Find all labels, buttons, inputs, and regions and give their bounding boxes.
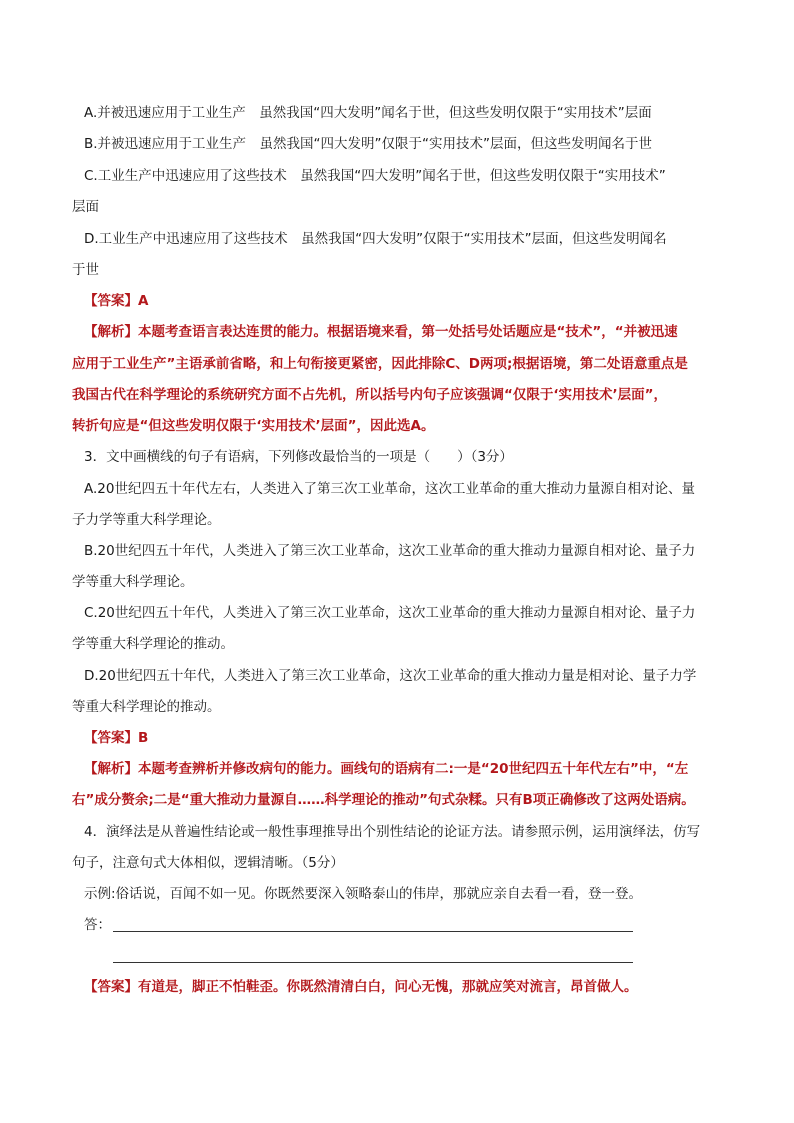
q3-stem: 3．文中画横线的句子有语病，下列修改最恰当的一项是（ ）（3分） (84, 449, 513, 465)
q4-answer (84, 977, 638, 997)
q3-option-c-line1: C.20世纪四五十年代，人类进入了第三次工业革命，这次工业革命的重大推动力量源自相对论、量子力 (84, 605, 696, 621)
q2-analysis-line1 (84, 322, 678, 342)
q3-option-c-line2: 学等重大科学理论的推动。 (72, 636, 234, 652)
q3-analysis-line2: 右”成分赘余;二是“重大推动力量源自……科学理论的推动”句式杂糅。只有B项正确修改了这两处语病。 (72, 792, 695, 808)
q2-option-b: B.并被迅速应用于工业生产 虽然我国“四大发明”仅限于“实用技术”层面，但这些发明闻名于世 (84, 136, 653, 152)
q4-stem-line1: 4．演绎法是从普遍性结论或一般性事理推导出个别性结论的论证方法。请参照示例，运用演绎法，仿写 (84, 824, 701, 840)
q2-option-d-line1: D.工业生产中迅速应用了这些技术 虽然我国“四大发明”仅限于“实用技术”层面，但这些发明闻名 (84, 231, 667, 247)
answer-text: 有道是，脚正不怕鞋歪。你既然清清白白，问心无愧，那就应笑对流言，昂首做人。 (138, 979, 638, 995)
q4-answer-prompt: 答： (84, 917, 111, 933)
q3-option-a-line2: 子力学等重大科学理论。 (72, 512, 221, 528)
q4-stem-line2: 句子，注意句式大体相似，逻辑清晰。（5分） (72, 855, 344, 871)
answer-value: A (138, 293, 149, 309)
q3-option-a-line1: A.20世纪四五十年代左右，人类进入了第三次工业革命，这次工业革命的重大推动力量源自相对论、量 (84, 481, 695, 497)
q2-analysis-line2: 应用于工业生产”主语承前省略，和上句衔接更紧密，因此排除C、D两项;根据语境，第二处语意重点是 (72, 356, 688, 372)
q4-example: 示例:俗话说，百闻不如一见。你既然要深入领略泰山的伟岸，那就应亲自去看一看，登一登。 (84, 886, 643, 902)
q2-option-c-line1: C.工业生产中迅速应用了这些技术 虽然我国“四大发明”闻名于世，但这些发明仅限于“实用技术” (84, 168, 666, 184)
q3-option-b-line1: B.20世纪四五十年代，人类进入了第三次工业革命，这次工业革命的重大推动力量源自相对论、量子力 (84, 543, 696, 559)
q3-option-b-line2: 学等重大科学理论。 (72, 574, 194, 590)
q2-option-c-line2: 层面 (72, 199, 99, 215)
q2-option-d-line2: 于世 (72, 262, 99, 278)
answer-label: 【答案】 (84, 293, 138, 309)
q2-option-a: A.并被迅速应用于工业生产 虽然我国“四大发明”闻名于世，但这些发明仅限于“实用技术”层面 (84, 105, 652, 121)
answer-blank-line-1[interactable] (113, 931, 633, 932)
q2-analysis-line4: 转折句应是“但这些发明仅限于‘实用技术’层面”，因此选A。 (72, 418, 435, 434)
q2-analysis-line3: 我国古代在科学理论的系统研究方面不占先机，所以括号内句子应该强调“仅限于‘实用技术’层面”， (72, 387, 668, 403)
answer-label: 【答案】 (84, 730, 138, 746)
analysis-text: 本题考查语言表达连贯的能力。根据语境来看，第一处括号处话题应是“技术”，“并被迅速 (138, 324, 678, 340)
analysis-text: 本题考查辨析并修改病句的能力。画线句的语病有二:一是“20世纪四五十年代左右”中，“左 (138, 761, 689, 777)
answer-value: B (138, 730, 149, 746)
q3-analysis-line1 (84, 759, 688, 779)
q3-option-d-line1: D.20世纪四五十年代，人类进入了第三次工业革命，这次工业革命的重大推动力量是相对论、量子力学 (84, 668, 697, 684)
analysis-label: 【解析】 (84, 761, 138, 777)
q3-option-d-line2: 等重大科学理论的推动。 (72, 699, 221, 715)
q2-answer (84, 291, 148, 311)
q3-answer (84, 728, 148, 748)
answer-blank-line-2[interactable] (113, 962, 633, 963)
analysis-label: 【解析】 (84, 324, 138, 340)
answer-label: 【答案】 (84, 979, 138, 995)
